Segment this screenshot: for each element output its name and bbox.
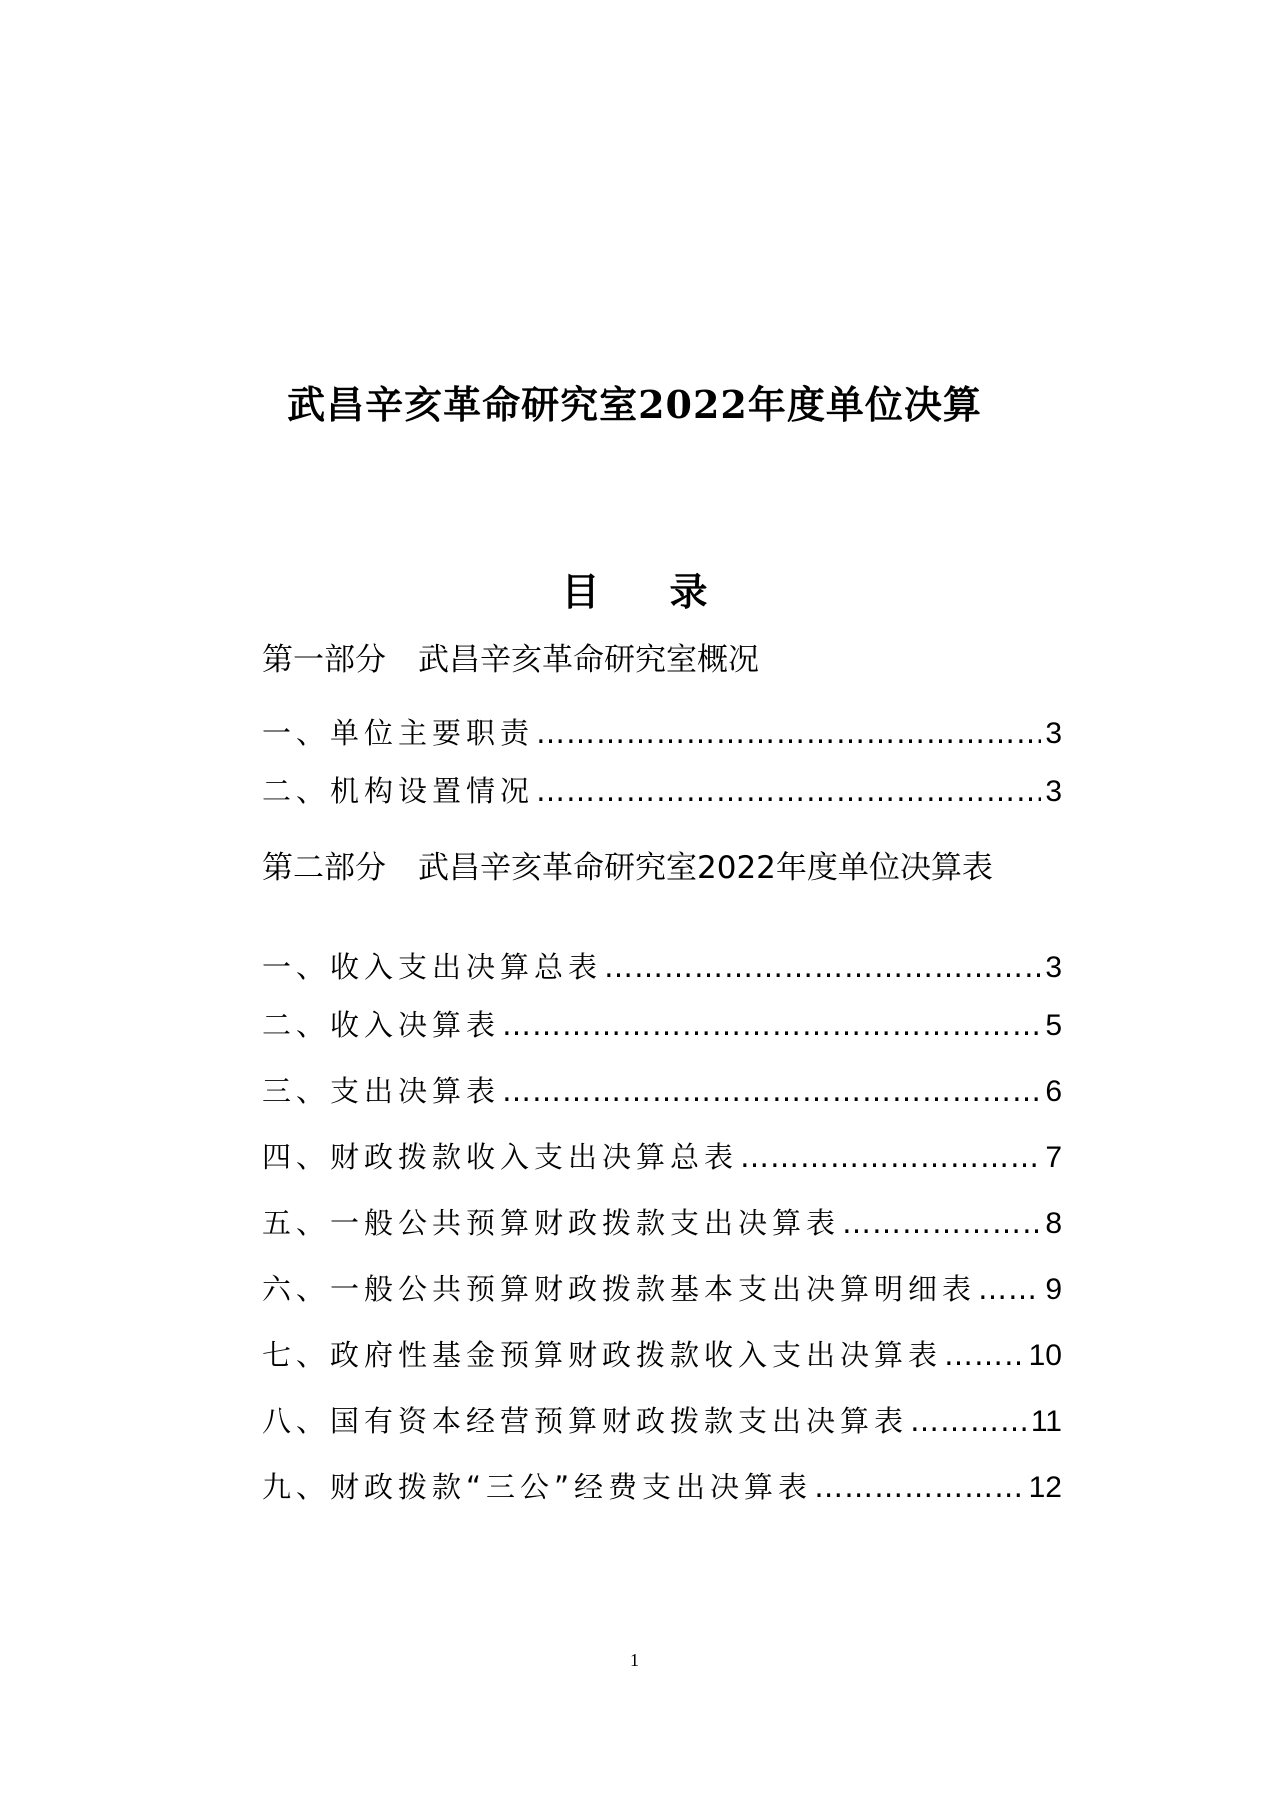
toc-entry-text: 一、收入支出决算总表 bbox=[262, 950, 603, 984]
toc-entry[interactable] bbox=[262, 770, 1062, 813]
toc-heading: 目录 bbox=[561, 569, 778, 614]
toc-entry[interactable] bbox=[262, 1004, 1062, 1047]
toc-entry-text: 四、财政拨款收入支出决算总表 bbox=[262, 1140, 739, 1174]
toc-part-1-label: 第一部分 bbox=[262, 642, 386, 678]
toc-entry-text: 二、收入决算表 bbox=[262, 1008, 501, 1042]
toc-entry-text: 一、单位主要职责 bbox=[262, 716, 535, 750]
dot-leader bbox=[944, 1334, 1025, 1376]
dot-leader bbox=[536, 770, 1041, 812]
dot-leader bbox=[502, 1070, 1041, 1112]
toc-entry-page: 10 bbox=[1028, 1339, 1062, 1372]
dot-leader bbox=[978, 1268, 1041, 1310]
toc-part-1-heading bbox=[262, 638, 1082, 682]
dot-leader bbox=[842, 1202, 1041, 1244]
toc-part-2-title: 武昌辛亥革命研究室2022年度单位决算表 bbox=[418, 850, 993, 886]
document-title: 武昌辛亥革命研究室2022年度单位决算 bbox=[287, 382, 982, 427]
toc-entry[interactable] bbox=[262, 1334, 1062, 1377]
dot-leader bbox=[910, 1400, 1027, 1442]
toc-entry-text: 七、政府性基金预算财政拨款收入支出决算表 bbox=[262, 1338, 943, 1372]
toc-entry[interactable] bbox=[262, 1136, 1062, 1179]
dot-leader bbox=[814, 1466, 1025, 1508]
toc-entry-page: 9 bbox=[1045, 1273, 1062, 1306]
toc-entry[interactable] bbox=[262, 1400, 1062, 1443]
toc-entry-text: 二、机构设置情况 bbox=[262, 774, 535, 808]
toc-entry-page: 3 bbox=[1045, 717, 1062, 750]
toc-entry-text: 八、国有资本经营预算财政拨款支出决算表 bbox=[262, 1404, 909, 1438]
dot-leader bbox=[740, 1136, 1041, 1178]
toc-entry[interactable] bbox=[262, 1070, 1062, 1113]
toc-part-2-label: 第二部分 bbox=[262, 850, 386, 886]
toc-part-2-heading bbox=[262, 846, 1082, 890]
toc-entry-text: 五、一般公共预算财政拨款支出决算表 bbox=[262, 1206, 841, 1240]
toc-entry-page: 6 bbox=[1045, 1075, 1062, 1108]
toc-entry-page: 3 bbox=[1045, 775, 1062, 808]
toc-entry[interactable] bbox=[262, 1268, 1062, 1311]
toc-entry[interactable] bbox=[262, 712, 1062, 755]
page-number: 1 bbox=[630, 1650, 639, 1670]
dot-leader bbox=[604, 946, 1041, 988]
toc-entry-page: 3 bbox=[1045, 951, 1062, 984]
toc-entry[interactable] bbox=[262, 946, 1062, 989]
toc-part-1-title: 武昌辛亥革命研究室概况 bbox=[418, 642, 759, 678]
dot-leader bbox=[536, 712, 1041, 754]
toc-entry-text: 三、支出决算表 bbox=[262, 1074, 501, 1108]
toc-entry-page: 7 bbox=[1045, 1141, 1062, 1174]
toc-entry-page: 8 bbox=[1045, 1207, 1062, 1240]
toc-entry-page: 11 bbox=[1030, 1405, 1062, 1438]
toc-entry-text: 六、一般公共预算财政拨款基本支出决算明细表 bbox=[262, 1272, 977, 1306]
toc-entry[interactable] bbox=[262, 1466, 1062, 1509]
toc-entry-page: 12 bbox=[1028, 1471, 1062, 1504]
dot-leader bbox=[502, 1004, 1041, 1046]
toc-entry[interactable] bbox=[262, 1202, 1062, 1245]
toc-entry-page: 5 bbox=[1045, 1009, 1062, 1042]
toc-entry-text: 九、财政拨款“三公”经费支出决算表 bbox=[262, 1470, 813, 1504]
